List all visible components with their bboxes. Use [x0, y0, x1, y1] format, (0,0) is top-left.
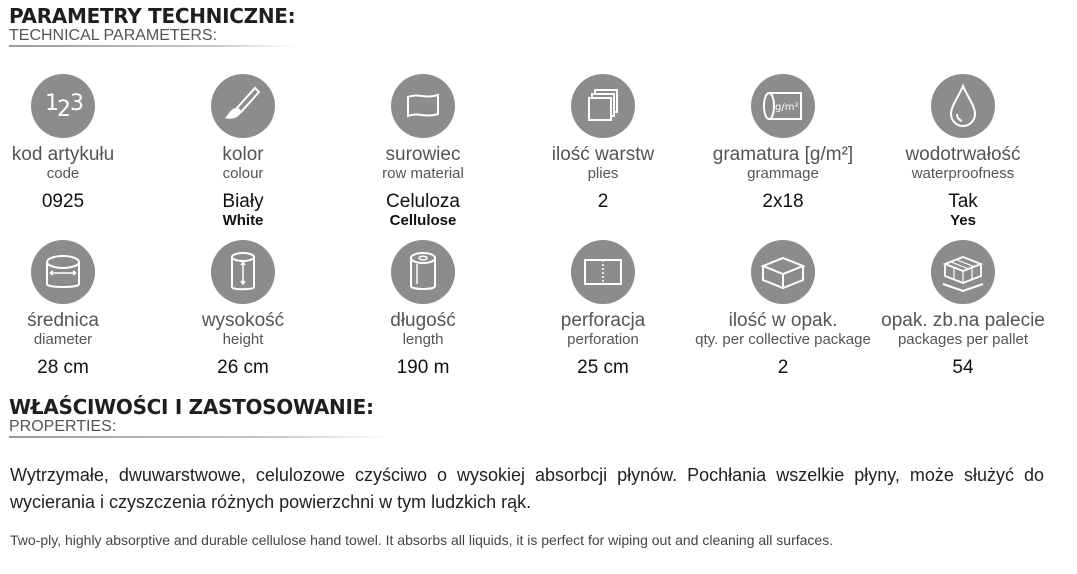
diameter-icon [31, 240, 95, 304]
sheet-icon [391, 74, 455, 138]
param-label: ilość w opak. [728, 310, 838, 331]
param-value: 2 [597, 191, 609, 212]
param-value: Tak [948, 191, 978, 212]
param-sublabel: length [402, 331, 444, 348]
param-value: 28 cm [37, 357, 89, 378]
param-colour [153, 74, 333, 229]
param-label: kod artykułu [11, 144, 115, 165]
param-value-en: Cellulose [389, 212, 457, 229]
svg-text:1: 1 [45, 91, 59, 116]
svg-text:g/m²: g/m² [775, 102, 799, 113]
gsm-roll-icon [751, 74, 815, 138]
param-value: 190 m [396, 357, 450, 378]
height-icon [211, 240, 275, 304]
param-value: 2 [777, 357, 789, 378]
param-grammage [693, 74, 873, 213]
param-diameter [0, 240, 153, 379]
param-sublabel: colour [222, 165, 264, 182]
svg-text:2: 2 [57, 97, 71, 122]
properties-title: WŁAŚCIWOŚCI I ZASTOSOWANIE: [9, 395, 374, 419]
drop-icon [931, 74, 995, 138]
param-label: ilość warstw [551, 144, 655, 165]
roll-length-icon [391, 240, 455, 304]
param-package-qty [693, 240, 873, 379]
param-length [333, 240, 513, 379]
properties-divider [9, 436, 389, 438]
param-label: średnica [27, 310, 99, 331]
param-height [153, 240, 333, 379]
param-value: 54 [952, 357, 974, 378]
param-sublabel: grammage [747, 165, 819, 182]
param-waterproofness [873, 74, 1053, 229]
param-sublabel: height [222, 331, 264, 348]
properties-subtitle: PROPERTIES: [9, 418, 117, 435]
technical-divider [9, 45, 299, 47]
param-sublabel: row material [382, 165, 464, 182]
numbers-icon [31, 74, 95, 138]
param-label: surowiec [385, 144, 461, 165]
param-label: perforacja [560, 310, 646, 331]
param-label: gramatura [g/m²] [712, 144, 854, 165]
technical-title: PARAMETRY TECHNICZNE: [9, 4, 296, 28]
technical-subtitle: TECHNICAL PARAMETERS: [9, 27, 218, 44]
param-sublabel: waterproofness [911, 165, 1015, 182]
param-sublabel: perforation [567, 331, 639, 348]
param-label: wodotrwałość [905, 144, 1021, 165]
param-value: 26 cm [217, 357, 269, 378]
param-label: wysokość [201, 310, 285, 331]
param-value: 0925 [41, 191, 85, 212]
pallet-icon [931, 240, 995, 304]
param-plies [513, 74, 693, 213]
param-perforation [513, 240, 693, 379]
description-polish: Wytrzymałe, dwuwarstwowe, celulozowe czyściwo o wysokiej absorbcji płynów. Pochłania wszelkie płyny, może służyć do wycierania i czyszczenia różnych powierzchni w tym ludzkich rąk. [10, 465, 1044, 512]
param-value: Celuloza [386, 191, 460, 212]
svg-text:3: 3 [70, 91, 84, 116]
perforation-icon [571, 240, 635, 304]
param-sublabel: qty. per collective package [695, 331, 871, 348]
param-sublabel: packages per pallet [897, 331, 1029, 348]
param-label: opak. zb.na palecie [881, 310, 1045, 331]
box-icon [751, 240, 815, 304]
layers-icon [571, 74, 635, 138]
description-english: Two-ply, highly absorptive and durable cellulose hand towel. It absorbs all liquids, it is perfect for wiping out and cleaning all surfaces. [10, 532, 834, 548]
param-value: 2x18 [762, 191, 804, 212]
param-pallet [873, 240, 1053, 379]
param-value: Biały [222, 191, 264, 212]
param-sublabel: diameter [33, 331, 93, 348]
paintbrush-icon [211, 74, 275, 138]
param-sublabel: code [46, 165, 80, 182]
param-sublabel: plies [587, 165, 619, 182]
param-code [0, 74, 153, 213]
param-label: długość [390, 310, 456, 331]
param-material [333, 74, 513, 229]
param-value-en: White [222, 212, 264, 229]
param-label: kolor [222, 144, 264, 165]
param-value: 25 cm [577, 357, 629, 378]
param-value-en: Yes [950, 212, 976, 229]
